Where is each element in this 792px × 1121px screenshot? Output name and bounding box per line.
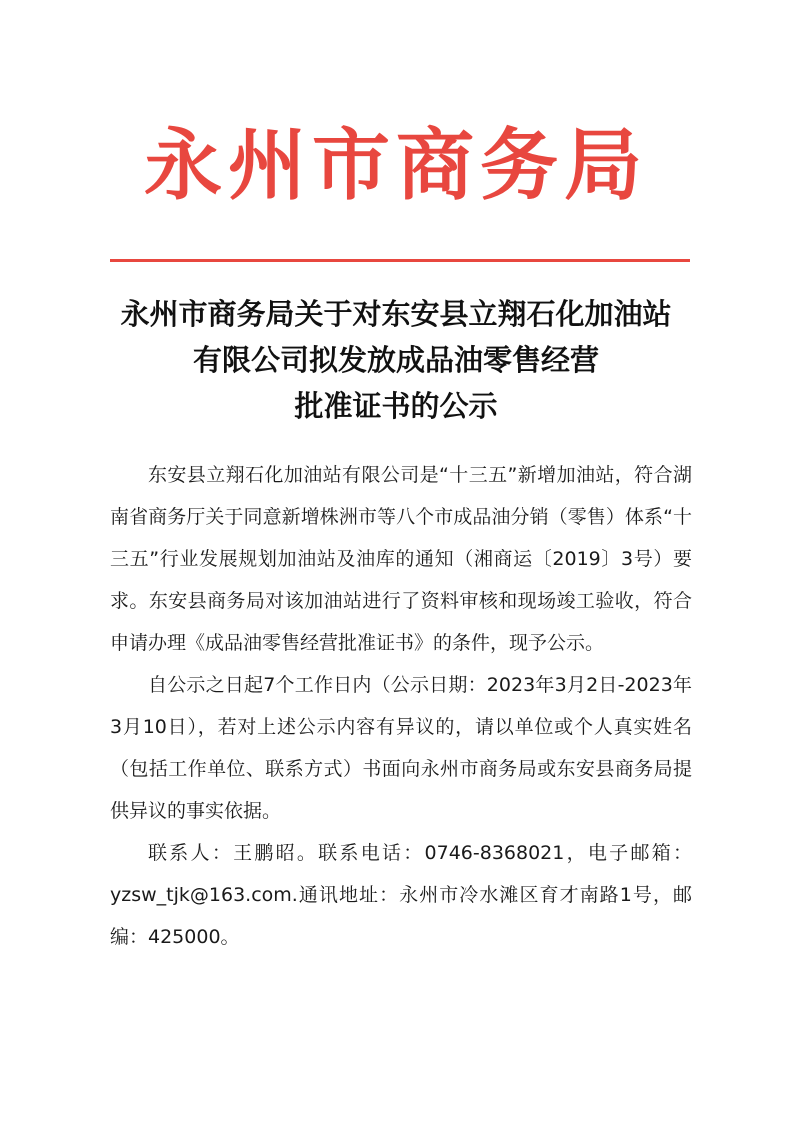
body-paragraph-2: 自公示之日起7个工作日内（公示日期：2023年3月2日-2023年3月10日），若对上述公示内容有异议的，请以单位或个人真实姓名（包括工作单位、联系方式）书面向永州市商务局或东安县商务局提供异议的事实依据。 — [110, 674, 692, 822]
body-paragraph-1: 东安县立翔石化加油站有限公司是“十三五”新增加油站，符合湖南省商务厅关于同意新增株洲市等八个市成品油分销（零售）体系“十三五”行业发展规划加油站及油库的通知（湘商运〔2019〕3号）要求。东安县商务局对该加油站进行了资料审核和现场竣工验收，符合申请办理《成品油零售经营批准证书》的条件，现予公示。 — [110, 464, 692, 654]
document-title — [0, 291, 792, 429]
document-body — [110, 454, 692, 958]
letterhead-org-name: 永州市商务局 — [143, 120, 648, 211]
body-paragraph-3: 联系人：王鹏昭。联系电话：0746-8368021，电子邮箱：yzsw_tjk@163.com.通讯地址：永州市冷水滩区育才南路1号，邮编：425000。 — [110, 842, 692, 948]
letterhead-divider — [110, 259, 690, 262]
document-title-line-2: 有限公司拟发放成品油零售经营 — [192, 343, 599, 377]
document-title-line-1: 永州市商务局关于对东安县立翔石化加油站 — [120, 297, 672, 331]
document-title-line-3: 批准证书的公示 — [294, 389, 498, 423]
